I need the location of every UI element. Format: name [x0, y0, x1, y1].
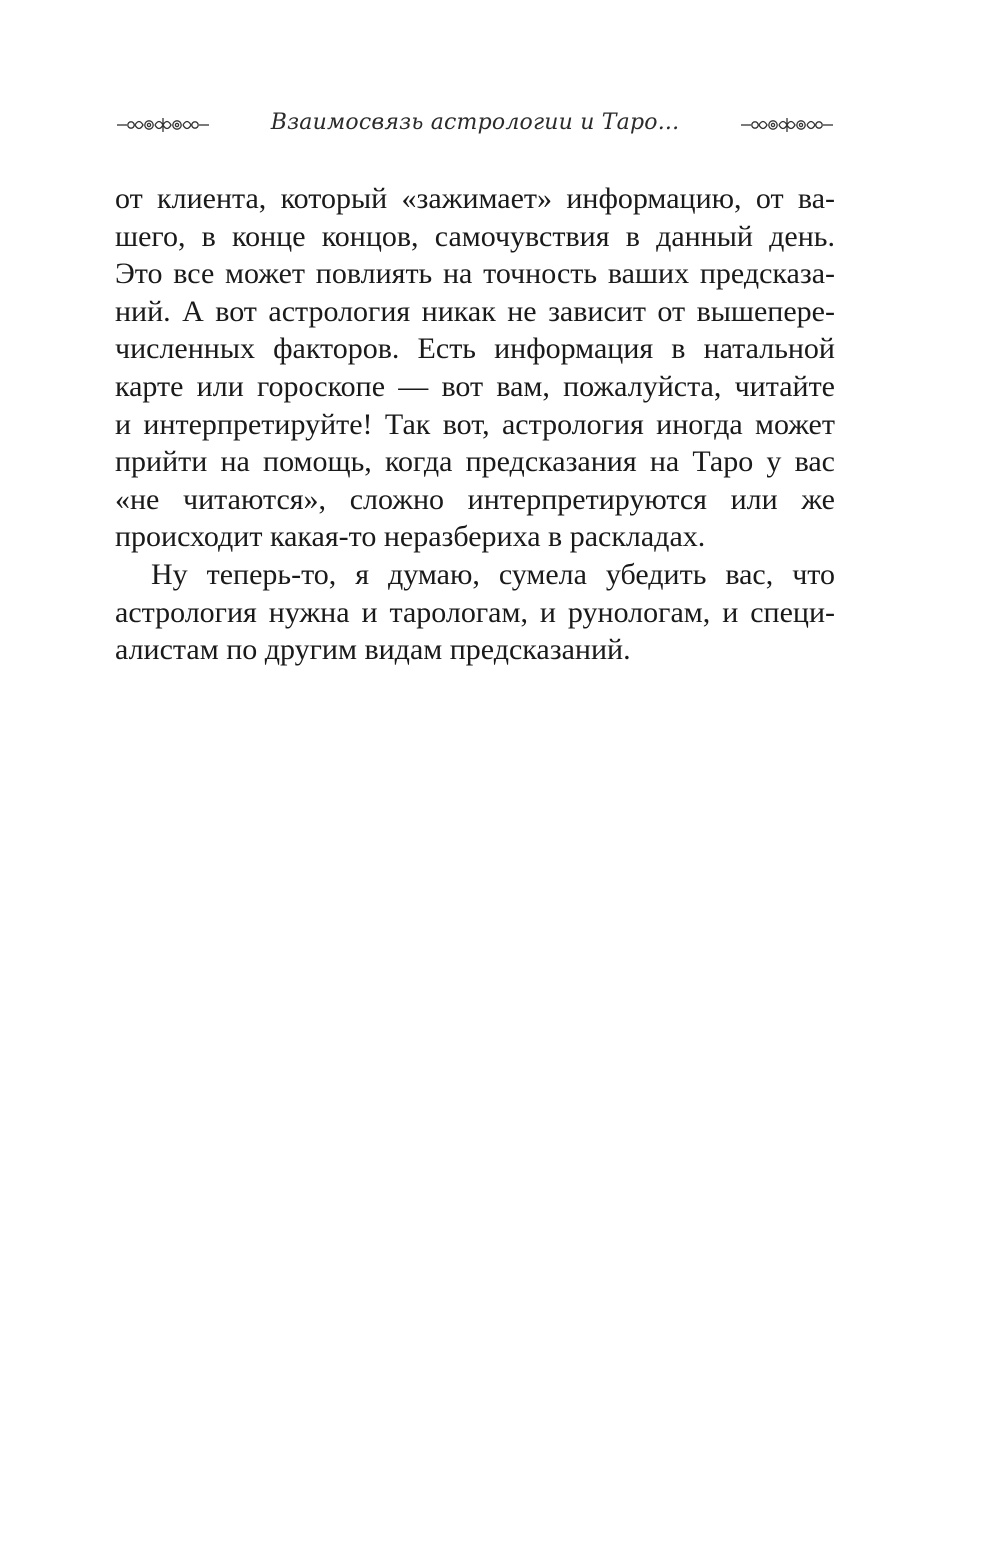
- text-line: шего, в конце концов, самочувствия в данный день.: [115, 219, 835, 253]
- text-line: алистам по другим видам предсказаний.: [115, 633, 631, 667]
- text-line: прийти на помощь, когда предсказания на Таро у вас: [115, 445, 835, 479]
- running-head-title: Взаимосвязь астрологии и Таро...: [270, 110, 680, 135]
- text-line: ний. А вот астрология никак не зависит от вышепере-: [115, 294, 835, 328]
- body-text: [115, 180, 835, 669]
- text-line: карте или гороскопе — вот вам, пожалуйста, читайте: [115, 369, 835, 403]
- text-line: численных факторов. Есть информация в натальной: [115, 332, 835, 366]
- text-line: от клиента, который «зажимает» информацию, от ва-: [115, 182, 835, 215]
- text-line: «не читаются», сложно интерпретируются или же: [115, 482, 835, 516]
- paragraph: [115, 556, 835, 669]
- ornament-icon: [115, 114, 211, 136]
- running-head: [115, 108, 835, 144]
- text-line: происходит какая-то неразбериха в раскладах.: [115, 520, 706, 554]
- ornament-icon: [739, 114, 835, 136]
- text-line: Ну теперь-то, я думаю, сумела убедить вас, что: [151, 557, 835, 591]
- text-line: и интерпретируйте! Так вот, астрология иногда может: [115, 407, 835, 441]
- text-line: Это все может повлиять на точность ваших предсказа-: [115, 257, 835, 291]
- paragraph: [115, 180, 835, 556]
- text-line: астрология нужна и тарологам, и рунологам, и специ-: [115, 595, 835, 629]
